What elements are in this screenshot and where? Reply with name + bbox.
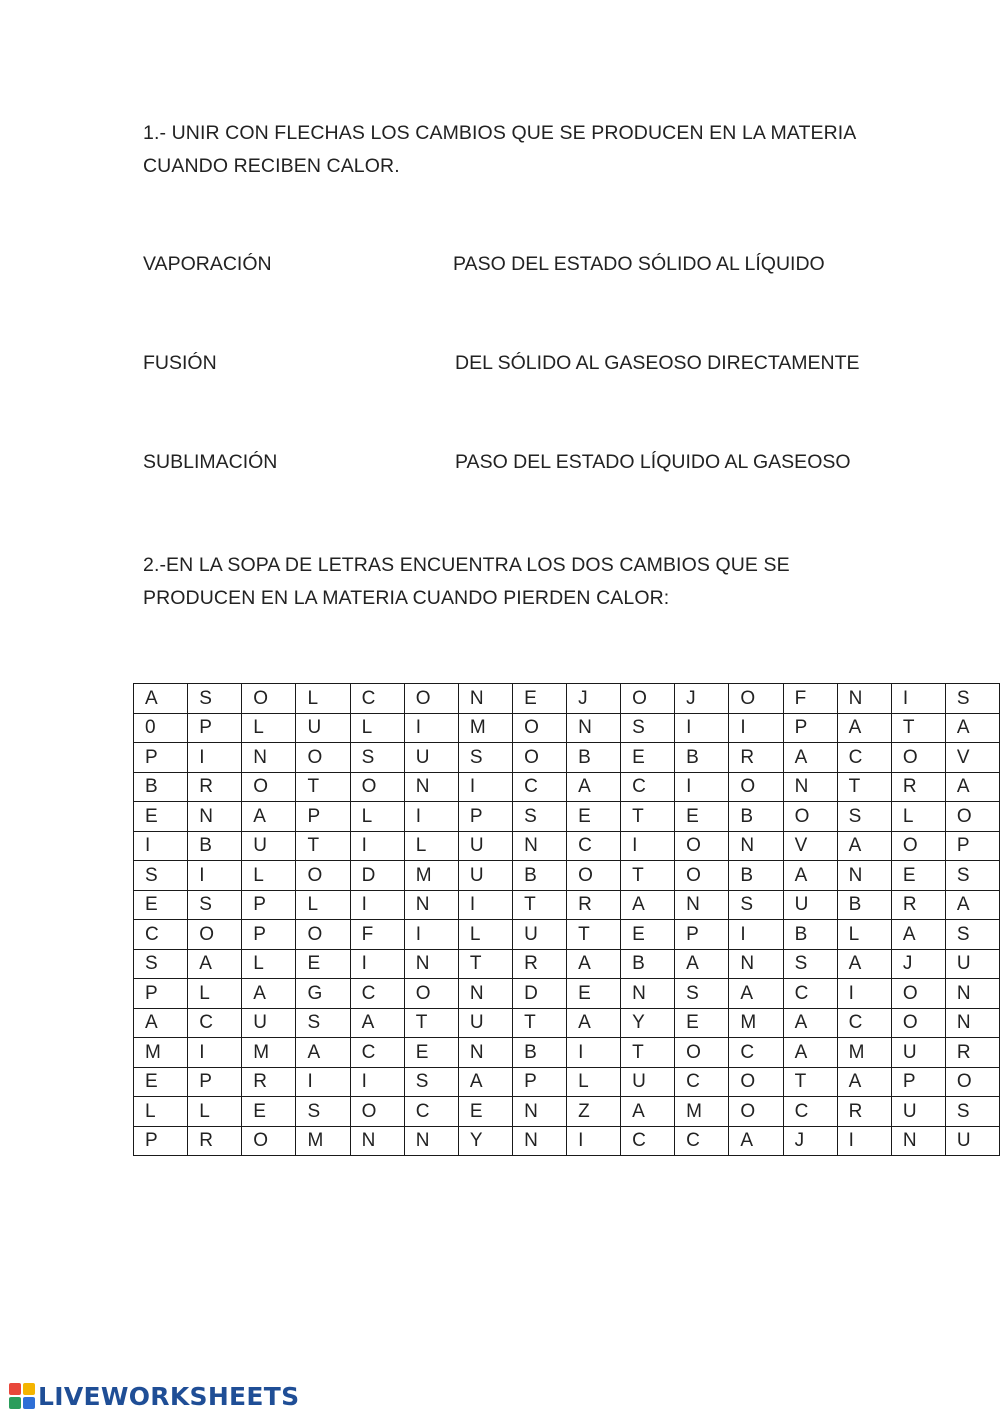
grid-cell: A [134, 684, 188, 714]
grid-cell: S [188, 684, 242, 714]
grid-cell: S [513, 802, 567, 832]
match-row [0, 352, 1000, 382]
grid-cell: P [891, 1067, 945, 1097]
grid-cell: B [675, 743, 729, 773]
grid-cell: L [242, 713, 296, 743]
grid-cell: O [567, 861, 621, 891]
grid-cell: U [458, 1008, 512, 1038]
grid-cell: S [134, 861, 188, 891]
grid-cell: J [783, 1126, 837, 1156]
grid-cell: U [621, 1067, 675, 1097]
grid-cell: N [675, 890, 729, 920]
grid-cell: B [513, 861, 567, 891]
grid-cell: S [458, 743, 512, 773]
grid-cell: N [621, 979, 675, 1009]
grid-cell: M [729, 1008, 783, 1038]
grid-cell: O [350, 772, 404, 802]
grid-cell: E [134, 1067, 188, 1097]
grid-cell: Z [567, 1097, 621, 1127]
grid-cell: R [891, 890, 945, 920]
grid-cell: O [350, 1097, 404, 1127]
grid-cell: U [458, 861, 512, 891]
grid-cell: J [891, 949, 945, 979]
grid-cell: P [945, 831, 999, 861]
grid-cell: C [783, 1097, 837, 1127]
grid-cell: C [404, 1097, 458, 1127]
grid-cell: S [945, 1097, 999, 1127]
grid-cell: N [404, 890, 458, 920]
grid-cell: A [567, 772, 621, 802]
grid-cell: A [837, 831, 891, 861]
grid-row [134, 1067, 1000, 1097]
grid-cell: U [458, 831, 512, 861]
match-definition: PASO DEL ESTADO SÓLIDO AL LÍQUIDO [453, 253, 825, 275]
grid-cell: C [350, 979, 404, 1009]
grid-cell: E [134, 802, 188, 832]
grid-cell: F [350, 920, 404, 950]
match-term-vaporacion: VAPORACIÓN [143, 253, 272, 275]
grid-cell: I [188, 861, 242, 891]
grid-cell: L [350, 713, 404, 743]
liveworksheets-logo-icon [8, 1382, 36, 1410]
grid-cell: O [675, 1038, 729, 1068]
grid-cell: A [188, 949, 242, 979]
grid-cell: O [404, 684, 458, 714]
grid-cell: O [404, 979, 458, 1009]
grid-cell: N [729, 831, 783, 861]
grid-cell: Y [621, 1008, 675, 1038]
grid-cell: I [729, 713, 783, 743]
grid-cell: S [350, 743, 404, 773]
grid-cell: C [675, 1067, 729, 1097]
grid-cell: A [783, 861, 837, 891]
grid-cell: O [188, 920, 242, 950]
grid-cell: S [945, 920, 999, 950]
grid-cell: S [945, 684, 999, 714]
match-term-fusion: FUSIÓN [143, 352, 217, 374]
grid-cell: C [350, 684, 404, 714]
grid-cell: I [404, 713, 458, 743]
grid-cell: L [891, 802, 945, 832]
grid-cell: R [945, 1038, 999, 1068]
grid-cell: S [675, 979, 729, 1009]
grid-row [134, 1097, 1000, 1127]
grid-cell: B [729, 861, 783, 891]
grid-cell: A [567, 949, 621, 979]
grid-cell: S [188, 890, 242, 920]
grid-cell: N [458, 684, 512, 714]
grid-row [134, 802, 1000, 832]
grid-cell: C [837, 743, 891, 773]
grid-cell: I [458, 772, 512, 802]
grid-cell: O [296, 743, 350, 773]
grid-row [134, 713, 1000, 743]
liveworksheets-logo [8, 1378, 299, 1414]
grid-cell: N [567, 713, 621, 743]
grid-cell: O [621, 684, 675, 714]
grid-cell: I [729, 920, 783, 950]
grid-cell: A [242, 979, 296, 1009]
grid-cell: S [296, 1097, 350, 1127]
grid-cell: E [296, 949, 350, 979]
grid-cell: R [513, 949, 567, 979]
grid-cell: E [404, 1038, 458, 1068]
grid-cell: N [729, 949, 783, 979]
grid-cell: A [783, 1038, 837, 1068]
grid-cell: L [296, 684, 350, 714]
grid-cell: O [945, 1067, 999, 1097]
grid-cell: B [188, 831, 242, 861]
grid-cell: O [513, 713, 567, 743]
grid-cell: P [188, 1067, 242, 1097]
grid-cell: A [675, 949, 729, 979]
grid-cell: L [350, 802, 404, 832]
grid-cell: L [837, 920, 891, 950]
grid-cell: A [729, 1126, 783, 1156]
grid-cell: L [404, 831, 458, 861]
grid-cell: A [621, 1097, 675, 1127]
match-row [0, 253, 1000, 283]
grid-cell: A [567, 1008, 621, 1038]
grid-cell: O [675, 861, 729, 891]
grid-cell: N [837, 684, 891, 714]
grid-cell: I [404, 802, 458, 832]
grid-cell: M [242, 1038, 296, 1068]
grid-cell: L [458, 920, 512, 950]
grid-cell: J [675, 684, 729, 714]
grid-cell: O [513, 743, 567, 773]
grid-cell: I [837, 1126, 891, 1156]
grid-cell: U [783, 890, 837, 920]
grid-cell: T [837, 772, 891, 802]
grid-cell: U [242, 831, 296, 861]
grid-cell: I [837, 979, 891, 1009]
grid-cell: R [837, 1097, 891, 1127]
grid-cell: P [134, 979, 188, 1009]
grid-cell: U [945, 1126, 999, 1156]
question-2-title: 2.-EN LA SOPA DE LETRAS ENCUENTRA LOS DOS CAMBIOS QUE SE PRODUCEN EN LA MATERIA CUANDO PIERDEN CALOR: [143, 554, 790, 609]
grid-cell: R [891, 772, 945, 802]
grid-cell: M [134, 1038, 188, 1068]
grid-cell: T [567, 920, 621, 950]
grid-cell: N [513, 831, 567, 861]
grid-cell: A [458, 1067, 512, 1097]
grid-cell: A [837, 949, 891, 979]
grid-cell: S [621, 713, 675, 743]
grid-cell: F [783, 684, 837, 714]
grid-cell: E [621, 743, 675, 773]
grid-cell: B [729, 802, 783, 832]
match-definition: PASO DEL ESTADO LÍQUIDO AL GASEOSO [455, 451, 851, 473]
grid-cell: T [296, 831, 350, 861]
grid-cell: N [404, 772, 458, 802]
grid-cell: E [134, 890, 188, 920]
grid-cell: C [350, 1038, 404, 1068]
grid-cell: I [350, 890, 404, 920]
grid-row [134, 743, 1000, 773]
grid-cell: I [567, 1038, 621, 1068]
grid-cell: C [513, 772, 567, 802]
grid-cell: U [242, 1008, 296, 1038]
grid-cell: E [242, 1097, 296, 1127]
grid-cell: N [945, 1008, 999, 1038]
grid-cell: R [188, 772, 242, 802]
grid-cell: I [404, 920, 458, 950]
grid-cell: M [296, 1126, 350, 1156]
word-search-grid [133, 683, 1000, 1156]
grid-cell: A [783, 743, 837, 773]
grid-cell: S [945, 861, 999, 891]
grid-cell: N [242, 743, 296, 773]
grid-cell: U [891, 1097, 945, 1127]
grid-cell: B [837, 890, 891, 920]
grid-cell: P [134, 1126, 188, 1156]
grid-cell: S [404, 1067, 458, 1097]
grid-cell: N [513, 1126, 567, 1156]
grid-cell: I [350, 1067, 404, 1097]
grid-cell: A [350, 1008, 404, 1038]
grid-cell: O [729, 1097, 783, 1127]
grid-cell: A [945, 890, 999, 920]
grid-cell: L [242, 861, 296, 891]
grid-cell: L [567, 1067, 621, 1097]
grid-cell: E [513, 684, 567, 714]
grid-cell: B [134, 772, 188, 802]
grid-cell: I [675, 772, 729, 802]
grid-cell: O [242, 772, 296, 802]
grid-cell: T [621, 802, 675, 832]
grid-cell: T [296, 772, 350, 802]
grid-cell: P [513, 1067, 567, 1097]
grid-cell: E [458, 1097, 512, 1127]
grid-cell: P [458, 802, 512, 832]
grid-cell: I [891, 684, 945, 714]
grid-row [134, 1008, 1000, 1038]
grid-cell: R [188, 1126, 242, 1156]
question-1-title: 1.- UNIR CON FLECHAS LOS CAMBIOS QUE SE PRODUCEN EN LA MATERIA CUANDO RECIBEN CALOR. [143, 122, 856, 177]
grid-cell: C [621, 772, 675, 802]
grid-cell: M [404, 861, 458, 891]
grid-cell: I [458, 890, 512, 920]
grid-cell: N [891, 1126, 945, 1156]
grid-cell: T [404, 1008, 458, 1038]
grid-row [134, 772, 1000, 802]
grid-cell: G [296, 979, 350, 1009]
grid-cell: P [242, 920, 296, 950]
match-row [0, 451, 1000, 481]
grid-cell: B [621, 949, 675, 979]
grid-cell: O [296, 920, 350, 950]
grid-cell: L [188, 1097, 242, 1127]
grid-cell: A [837, 713, 891, 743]
grid-cell: A [296, 1038, 350, 1068]
grid-cell: M [837, 1038, 891, 1068]
grid-cell: S [729, 890, 783, 920]
grid-row [134, 1126, 1000, 1156]
grid-row [134, 949, 1000, 979]
grid-cell: U [513, 920, 567, 950]
grid-row [134, 979, 1000, 1009]
grid-cell: T [458, 949, 512, 979]
grid-cell: E [891, 861, 945, 891]
grid-cell: U [404, 743, 458, 773]
grid-cell: D [350, 861, 404, 891]
grid-cell: O [891, 1008, 945, 1038]
grid-cell: O [945, 802, 999, 832]
grid-cell: I [567, 1126, 621, 1156]
grid-cell: J [567, 684, 621, 714]
grid-cell: T [513, 1008, 567, 1038]
grid-cell: E [675, 802, 729, 832]
grid-cell: P [296, 802, 350, 832]
grid-cell: P [188, 713, 242, 743]
grid-cell: S [837, 802, 891, 832]
grid-cell: L [134, 1097, 188, 1127]
grid-cell: P [134, 743, 188, 773]
grid-cell: V [783, 831, 837, 861]
grid-cell: N [404, 949, 458, 979]
grid-cell: I [621, 831, 675, 861]
brand-name: LIVEWORKSHEETS [38, 1381, 300, 1411]
grid-cell: L [188, 979, 242, 1009]
grid-cell: I [350, 949, 404, 979]
grid-cell: A [837, 1067, 891, 1097]
grid-cell: V [945, 743, 999, 773]
grid-cell: R [567, 890, 621, 920]
grid-cell: C [675, 1126, 729, 1156]
grid-cell: O [891, 979, 945, 1009]
grid-cell: M [458, 713, 512, 743]
grid-cell: O [242, 1126, 296, 1156]
grid-cell: A [242, 802, 296, 832]
grid-cell: Y [458, 1126, 512, 1156]
grid-cell: S [783, 949, 837, 979]
grid-cell: B [513, 1038, 567, 1068]
grid-cell: O [891, 743, 945, 773]
grid-cell: I [134, 831, 188, 861]
grid-cell: T [621, 1038, 675, 1068]
grid-cell: O [242, 684, 296, 714]
grid-cell: B [567, 743, 621, 773]
grid-cell: A [783, 1008, 837, 1038]
grid-cell: C [729, 1038, 783, 1068]
match-definition: DEL SÓLIDO AL GASEOSO DIRECTAMENTE [455, 352, 860, 374]
grid-cell: T [513, 890, 567, 920]
grid-cell: L [242, 949, 296, 979]
grid-row [134, 890, 1000, 920]
grid-cell: O [783, 802, 837, 832]
grid-cell: C [134, 920, 188, 950]
grid-cell: C [621, 1126, 675, 1156]
grid-cell: C [837, 1008, 891, 1038]
grid-cell: A [621, 890, 675, 920]
grid-cell: I [296, 1067, 350, 1097]
grid-cell: O [729, 684, 783, 714]
grid-cell: N [188, 802, 242, 832]
grid-cell: A [891, 920, 945, 950]
grid-cell: O [729, 1067, 783, 1097]
grid-cell: I [188, 743, 242, 773]
grid-cell: R [729, 743, 783, 773]
grid-cell: E [567, 802, 621, 832]
grid-cell: T [783, 1067, 837, 1097]
grid-cell: D [513, 979, 567, 1009]
grid-cell: B [783, 920, 837, 950]
grid-cell: I [188, 1038, 242, 1068]
grid-cell: S [134, 949, 188, 979]
grid-cell: N [458, 1038, 512, 1068]
grid-cell: N [458, 979, 512, 1009]
grid-cell: O [891, 831, 945, 861]
grid-cell: 0 [134, 713, 188, 743]
grid-cell: R [242, 1067, 296, 1097]
grid-cell: A [945, 713, 999, 743]
grid-cell: N [513, 1097, 567, 1127]
grid-row [134, 831, 1000, 861]
grid-cell: T [621, 861, 675, 891]
grid-cell: A [945, 772, 999, 802]
grid-cell: A [134, 1008, 188, 1038]
grid-cell: N [837, 861, 891, 891]
grid-cell: U [891, 1038, 945, 1068]
grid-cell: T [891, 713, 945, 743]
grid-cell: O [296, 861, 350, 891]
grid-cell: P [675, 920, 729, 950]
grid-row [134, 861, 1000, 891]
grid-cell: O [729, 772, 783, 802]
grid-cell: C [783, 979, 837, 1009]
grid-cell: N [404, 1126, 458, 1156]
grid-cell: A [729, 979, 783, 1009]
grid-row [134, 1038, 1000, 1068]
grid-cell: L [296, 890, 350, 920]
grid-cell: P [242, 890, 296, 920]
grid-row [134, 920, 1000, 950]
grid-cell: O [675, 831, 729, 861]
grid-cell: S [296, 1008, 350, 1038]
grid-cell: N [783, 772, 837, 802]
grid-cell: N [350, 1126, 404, 1156]
grid-cell: C [567, 831, 621, 861]
grid-cell: N [945, 979, 999, 1009]
grid-cell: E [675, 1008, 729, 1038]
grid-cell: U [945, 949, 999, 979]
grid-cell: C [188, 1008, 242, 1038]
grid-cell: P [783, 713, 837, 743]
grid-cell: I [675, 713, 729, 743]
grid-cell: E [567, 979, 621, 1009]
grid-cell: I [350, 831, 404, 861]
grid-row [134, 684, 1000, 714]
grid-cell: U [296, 713, 350, 743]
grid-cell: M [675, 1097, 729, 1127]
match-term-sublimacion: SUBLIMACIÓN [143, 451, 278, 473]
grid-cell: E [621, 920, 675, 950]
